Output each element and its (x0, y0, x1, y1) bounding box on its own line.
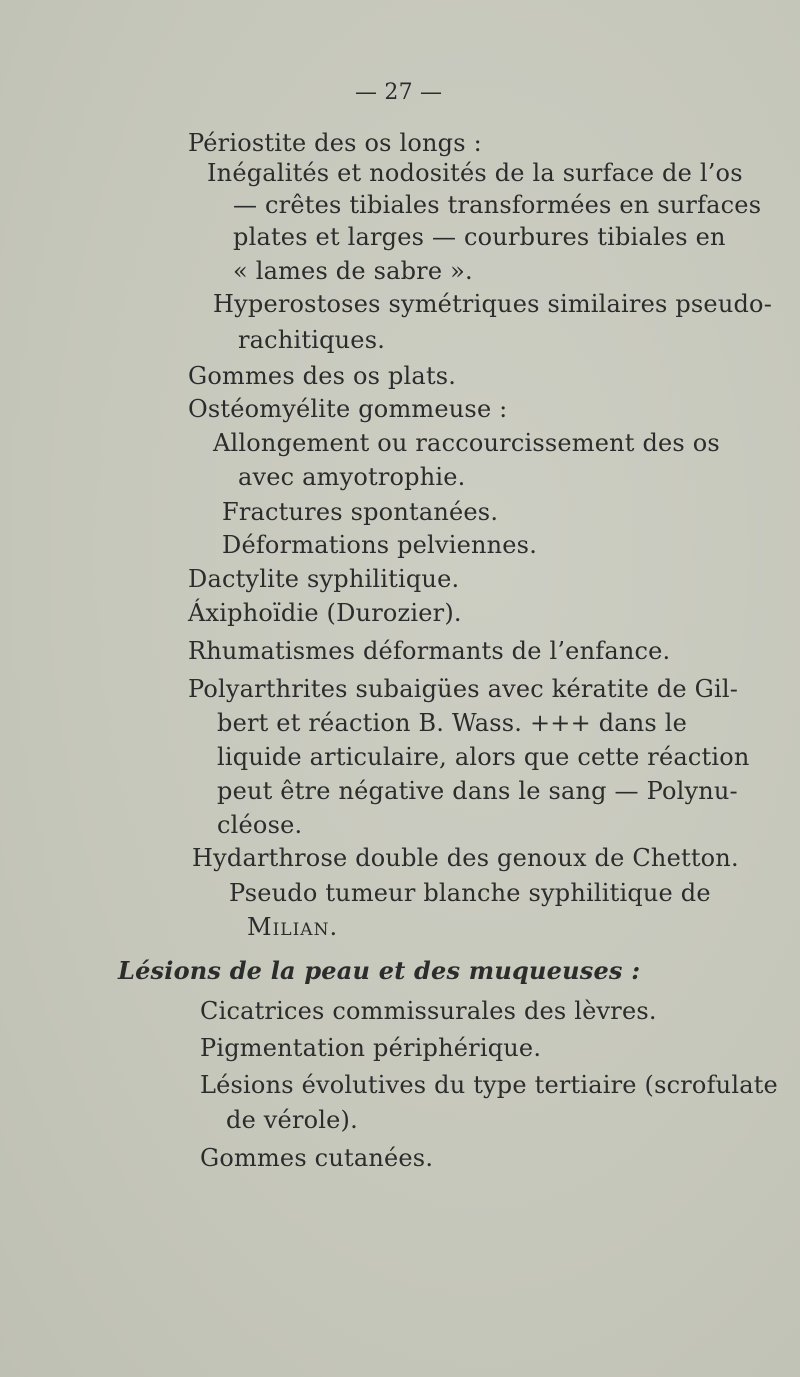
text-line: Fractures spontanées. (222, 498, 499, 526)
text-line: Áxiphoïdie (Durozier). (188, 599, 462, 627)
text-line: Hydarthrose double des genoux de Chetton. (192, 844, 739, 872)
text-line: Périostite des os longs : (188, 129, 482, 157)
text-line: Gommes des os plats. (188, 362, 457, 390)
text-line: peut être négative dans le sang — Polynu- (217, 777, 738, 805)
text-line: bert et réaction B. Wass. +++ dans le (217, 709, 688, 737)
text-line: Allongement ou raccourcissement des os (213, 429, 720, 457)
text-line: Pigmentation périphérique. (200, 1034, 542, 1062)
text-line: liquide articulaire, alors que cette réaction (217, 743, 750, 771)
text-line: — crêtes tibiales transformées en surfaces (233, 191, 762, 219)
text-line: Inégalités et nodosités de la surface de l’os (207, 159, 743, 187)
page-number: — 27 — (355, 80, 443, 105)
text-line: Déformations pelviennes. (222, 531, 538, 559)
text-line: Milian. (247, 913, 339, 941)
text-line: de vérole). (226, 1106, 358, 1134)
section-heading: Lésions de la peau et des muqueuses : (118, 956, 641, 985)
text-line: avec amyotrophie. (238, 463, 466, 491)
text-line: Gommes cutanées. (200, 1144, 434, 1172)
text-line: Lésions évolutives du type tertiaire (scrofulate (200, 1071, 778, 1099)
text-line: Cicatrices commissurales des lèvres. (200, 997, 657, 1025)
text-line: Rhumatismes déformants de l’enfance. (188, 637, 671, 665)
text-line: cléose. (217, 811, 303, 839)
text-line: Pseudo tumeur blanche syphilitique de (229, 879, 711, 907)
text-line: Dactylite syphilitique. (188, 565, 460, 593)
text-line: plates et larges — courbures tibiales en (233, 223, 726, 251)
text-line: rachitiques. (238, 326, 386, 354)
text-line: « lames de sabre ». (233, 257, 473, 285)
text-line: Polyarthrites subaigües avec kératite de Gil- (188, 675, 739, 703)
text-line: Ostéomyélite gommeuse : (188, 395, 508, 423)
text-line: Hyperostoses symétriques similaires pseudo- (213, 290, 773, 318)
